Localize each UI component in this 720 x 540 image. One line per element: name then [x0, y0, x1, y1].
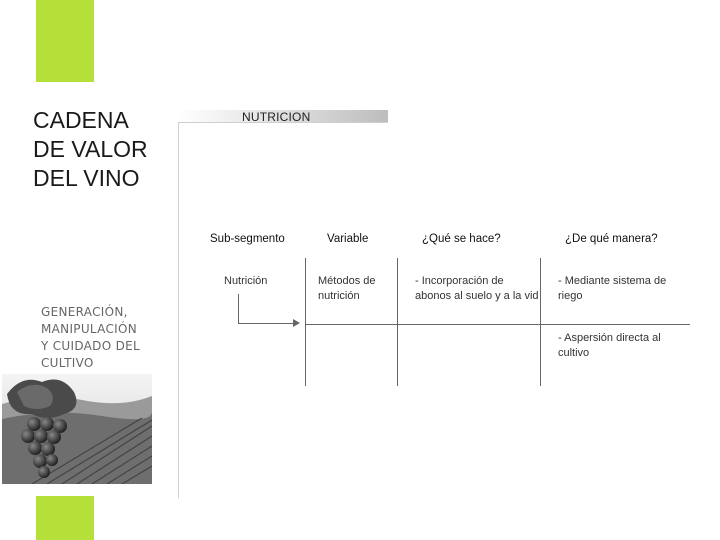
section-label: NUTRICION — [242, 110, 311, 124]
side-label-line-1: GENERACIÓN, — [41, 305, 128, 319]
connector-horizontal-line — [238, 323, 296, 324]
title-line-1: CADENA — [33, 107, 129, 133]
accent-block-bottom — [36, 496, 94, 540]
cell-how-2: - Aspersión directa al cultivo — [558, 332, 661, 359]
accent-block-top — [36, 0, 94, 82]
header-how: ¿De qué manera? — [565, 233, 658, 245]
row-divider — [305, 324, 690, 325]
side-label-line-2: MANIPULACIÓN — [41, 322, 137, 336]
vineyard-grapes-photo — [2, 374, 152, 484]
header-subsegment: Sub-segmento — [210, 233, 285, 245]
slide-title — [33, 106, 173, 193]
cell-subsegment: Nutrición — [224, 275, 268, 287]
header-what: ¿Qué se hace? — [422, 233, 501, 245]
cell-how-1: - Mediante sistema de riego — [558, 275, 667, 302]
vertical-divider — [178, 122, 179, 498]
column-divider-3 — [540, 258, 541, 386]
side-label-line-3: Y CUIDADO DEL — [41, 339, 140, 353]
column-divider-1 — [305, 258, 306, 386]
header-variable: Variable — [327, 233, 369, 245]
cell-what: - Incorporación de abonos al suelo y a la vid — [415, 275, 539, 302]
title-line-2: DE VALOR — [33, 136, 148, 162]
side-label — [41, 304, 161, 372]
arrow-right-icon — [293, 319, 300, 327]
title-line-3: DEL VINO — [33, 165, 140, 191]
cell-variable: Métodos de nutrición — [318, 275, 376, 302]
connector-vertical-line — [238, 294, 239, 324]
side-label-line-4: CULTIVO — [41, 356, 94, 370]
